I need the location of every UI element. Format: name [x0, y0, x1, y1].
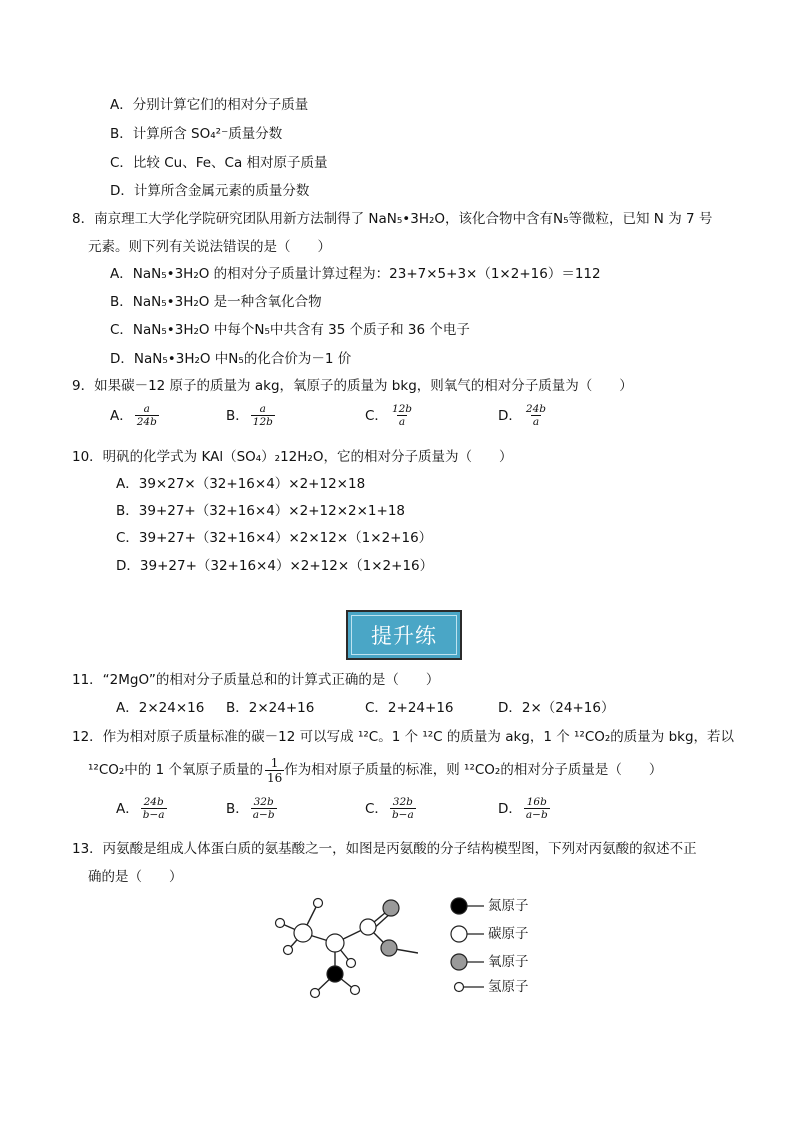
q7-option-c: C．比较 Cu、Fe、Ca 相对原子质量 [110, 155, 328, 171]
q9-stem: 9．如果碳－12 原子的质量为 akg，氧原子的质量为 bkg，则氧气的相对分子质量为（ ） [72, 378, 633, 394]
q12-option-c [365, 796, 416, 821]
q13-stem-line2: 确的是（ ） [88, 869, 183, 885]
q11-option-c: C．2+24+16 [365, 700, 454, 716]
q9-a-numerator: a [143, 403, 150, 415]
q9-c-denominator: a [398, 416, 406, 428]
legend-label-oxygen: 氧原子 [488, 954, 529, 970]
q9-b-numerator: a [259, 403, 266, 415]
q12-stem-line2 [88, 755, 662, 785]
q12-d-denominator: a−b [525, 809, 548, 821]
q12-option-a [116, 796, 167, 821]
q9-option-a [110, 403, 159, 428]
q9-d-numerator: 24b [525, 403, 546, 415]
q8-option-a: A．NaN₅•3H₂O 的相对分子质量计算过程为：23+7×5+3×（1×2+16）＝112 [110, 266, 601, 282]
q10-option-d: D．39+27+（32+16×4）×2+12×（1×2+16） [116, 558, 434, 574]
nitrogen-atom-symbol [451, 898, 467, 914]
q8-stem-line1: 8．南京理工大学化学院研究团队用新方法制得了 NaN₅•3H₂O，该化合物中含有N₅等微粒，已知 N 为 7 号 [72, 211, 713, 227]
q9-b-denominator: 12b [252, 416, 273, 428]
q10-option-a: A．39×27×（32+16×4）×2+12×18 [116, 476, 366, 492]
q11-option-b: B．2×24+16 [226, 700, 315, 716]
q12-option-a-label: A． [116, 800, 139, 817]
hydrogen-atom-symbol [455, 983, 464, 992]
q10-option-c: C．39+27+（32+16×4）×2×12×（1×2+16） [116, 530, 433, 546]
q10-stem: 10．明矾的化学式为 KAl（SO₄）₂12H₂O，它的相对分子质量为（ ） [72, 449, 513, 465]
q12-a-numerator: 24b [143, 796, 164, 808]
q11-option-d: D．2×（24+16） [498, 700, 615, 716]
q12-line2-pre: ¹²CO₂中的 1 个氧原子质量的 [88, 762, 263, 778]
q9-option-b-label: B． [226, 407, 249, 424]
q12-option-b-label: B． [226, 800, 249, 817]
q12-c-denominator: b−a [391, 809, 414, 821]
alanine-molecule-diagram [268, 890, 418, 1000]
q12-b-denominator: a−b [252, 809, 275, 821]
q9-option-c-label: C． [365, 407, 388, 424]
q7-option-d: D．计算所含金属元素的质量分数 [110, 183, 310, 199]
legend-symbols [448, 894, 488, 998]
q8-stem-line2: 元素。则下列有关说法错误的是（ ） [88, 239, 331, 255]
q10-option-b: B．39+27+（32+16×4）×2+12×2×1+18 [116, 503, 405, 519]
carbon-atom-symbol [451, 926, 467, 942]
q12-option-d-label: D． [498, 800, 522, 817]
q12-fraction-numerator: 1 [270, 755, 279, 770]
q9-a-denominator: 24b [136, 416, 157, 428]
q7-option-a: A．分别计算它们的相对分子质量 [110, 97, 309, 113]
q13-stem-line1: 13．丙氨酸是组成人体蛋白质的氨基酸之一，如图是丙氨酸的分子结构模型图，下列对丙氨酸的叙述不正 [72, 841, 697, 857]
q9-option-d [498, 403, 548, 428]
oxygen-atom-symbol [451, 954, 467, 970]
section-banner: 提升练 [346, 610, 462, 660]
q11-option-a: A．2×24×16 [116, 700, 205, 716]
q12-option-d [498, 796, 550, 821]
q9-option-a-label: A． [110, 407, 133, 424]
q12-line2-post: 作为相对原子质量的标准，则 ¹²CO₂的相对分子质量是（ ） [284, 762, 663, 778]
q12-option-b [226, 796, 277, 821]
q12-d-numerator: 16b [526, 796, 547, 808]
q9-option-c [365, 403, 414, 428]
q9-option-b [226, 403, 275, 428]
legend-label-hydrogen: 氢原子 [488, 979, 529, 995]
legend-label-carbon: 碳原子 [488, 926, 529, 942]
q9-d-denominator: a [532, 416, 540, 428]
q12-b-numerator: 32b [253, 796, 274, 808]
q8-option-c: C．NaN₅•3H₂O 中每个N₅中共含有 35 个质子和 36 个电子 [110, 322, 470, 338]
legend-label-nitrogen: 氮原子 [488, 898, 529, 914]
q12-fraction-denominator: 16 [266, 770, 283, 785]
q7-option-b: B．计算所含 SO₄²⁻质量分数 [110, 126, 283, 142]
q9-option-d-label: D． [498, 407, 522, 424]
q9-c-numerator: 12b [391, 403, 413, 415]
q8-option-b: B．NaN₅•3H₂O 是一种含氧化合物 [110, 294, 322, 310]
q11-stem: 11．“2MgO”的相对分子质量总和的计算式正确的是（ ） [72, 672, 440, 688]
q8-option-d: D．NaN₅•3H₂O 中N₅的化合价为－1 价 [110, 351, 352, 367]
q12-c-numerator: 32b [392, 796, 413, 808]
q12-stem-line1: 12．作为相对原子质量标准的碳－12 可以写成 ¹²C。1 个 ¹²C 的质量为 akg，1 个 ¹²CO₂的质量为 bkg，若以 [72, 729, 735, 745]
q12-option-c-label: C． [365, 800, 388, 817]
q12-a-denominator: b−a [142, 809, 165, 821]
